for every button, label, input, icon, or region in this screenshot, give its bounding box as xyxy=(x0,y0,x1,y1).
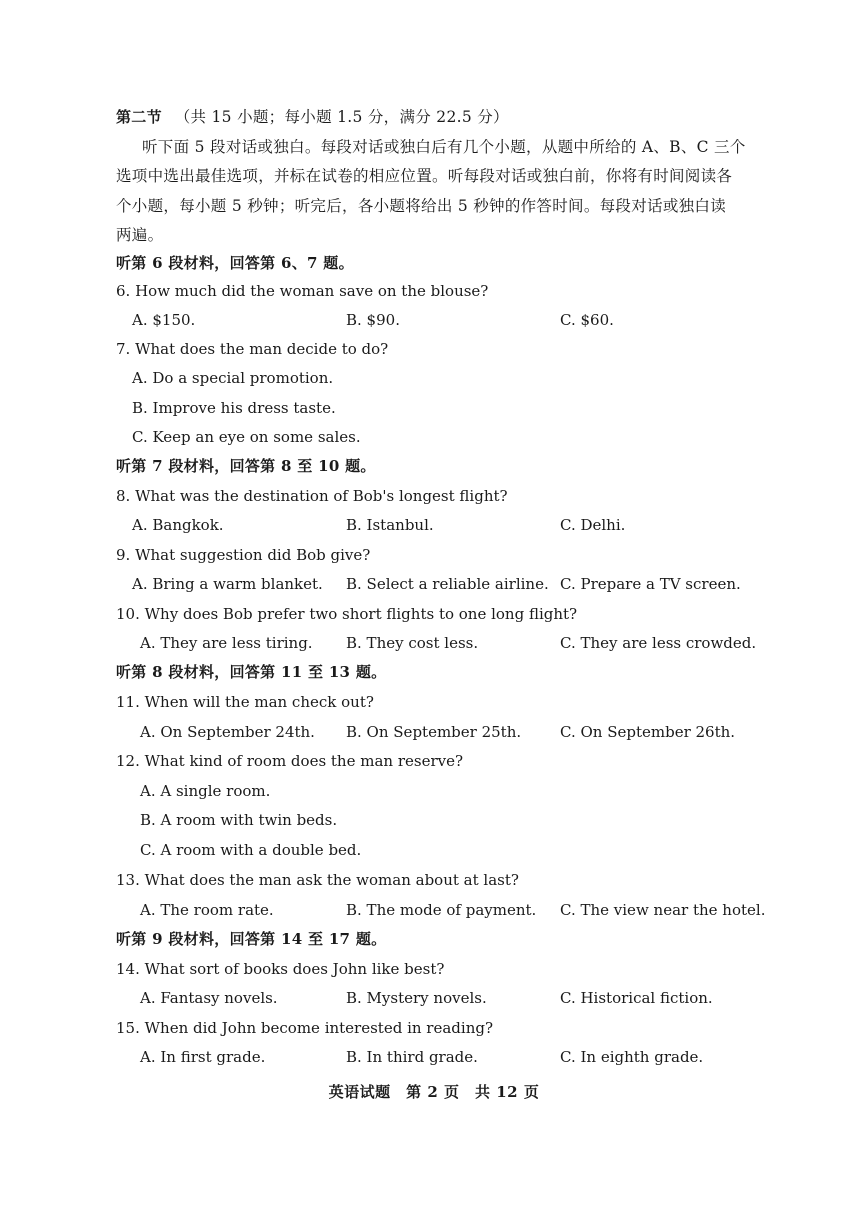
option-c: C. Delhi. xyxy=(560,516,626,534)
question-stem: 10. Why does Bob prefer two short flights to one long flight? xyxy=(116,605,578,623)
question-stem: 13. What does the man ask the woman about at last? xyxy=(116,871,519,889)
option-c: C. Prepare a TV screen. xyxy=(560,575,741,593)
option-b: B. Istanbul. xyxy=(346,516,434,534)
option-b: B. On September 25th. xyxy=(346,723,522,741)
page-footer: 英语试题 第 2 页 共 12 页 xyxy=(328,1083,540,1101)
section-heading: 第二节 xyxy=(116,108,162,126)
option-b: B. In third grade. xyxy=(346,1048,478,1066)
option-c: C. Keep an eye on some sales. xyxy=(132,428,361,446)
question-stem: 8. What was the destination of Bob's longest flight? xyxy=(116,487,508,505)
question-stem: 14. What sort of books does John like best? xyxy=(116,960,445,978)
instructions-line: 听下面 5 段对话或独白。每段对话或独白后有几个小题，从题中所给的 A、B、C 三个 xyxy=(142,138,746,156)
option-a: A. The room rate. xyxy=(140,901,274,919)
option-c: C. Historical fiction. xyxy=(560,989,713,1007)
question-stem: 6. How much did the woman save on the blouse? xyxy=(116,282,489,300)
group-label: 听第 7 段材料，回答第 8 至 10 题。 xyxy=(116,457,376,475)
option-c: C. $60. xyxy=(560,311,614,329)
option-c: C. A room with a double bed. xyxy=(140,841,362,859)
option-c: C. In eighth grade. xyxy=(560,1048,704,1066)
option-c: C. On September 26th. xyxy=(560,723,736,741)
option-a: A. Bangkok. xyxy=(132,516,224,534)
option-b: B. The mode of payment. xyxy=(346,901,537,919)
section-header xyxy=(116,107,509,127)
group-label: 听第 8 段材料，回答第 11 至 13 题。 xyxy=(116,663,387,681)
group-label: 听第 6 段材料，回答第 6、7 题。 xyxy=(116,254,354,272)
option-c: C. They are less crowded. xyxy=(560,634,757,652)
instructions-line: 选项中选出最佳选项，并标在试卷的相应位置。听每段对话或独白前，你将有时间阅读各 xyxy=(116,167,733,185)
option-b: B. Select a reliable airline. xyxy=(346,575,549,593)
option-a: A. In first grade. xyxy=(140,1048,266,1066)
option-a: A. $150. xyxy=(132,311,196,329)
option-a: A. Do a special promotion. xyxy=(132,369,334,387)
option-b: B. A room with twin beds. xyxy=(140,811,338,829)
question-stem: 12. What kind of room does the man reserve? xyxy=(116,752,464,770)
option-a: A. They are less tiring. xyxy=(140,634,313,652)
option-b: B. Improve his dress taste. xyxy=(132,399,336,417)
group-label: 听第 9 段材料，回答第 14 至 17 题。 xyxy=(116,930,387,948)
option-a: A. A single room. xyxy=(140,782,271,800)
question-stem: 9. What suggestion did Bob give? xyxy=(116,546,371,564)
option-a: A. On September 24th. xyxy=(140,723,315,741)
option-a: A. Bring a warm blanket. xyxy=(132,575,323,593)
question-stem: 11. When will the man check out? xyxy=(116,693,374,711)
option-b: B. Mystery novels. xyxy=(346,989,487,1007)
instructions-line: 两遍。 xyxy=(116,226,164,244)
option-c: C. The view near the hotel. xyxy=(560,901,766,919)
option-b: B. $90. xyxy=(346,311,400,329)
option-a: A. Fantasy novels. xyxy=(140,989,278,1007)
question-stem: 15. When did John become interested in reading? xyxy=(116,1019,493,1037)
section-info: （共 15 小题；每小题 1.5 分，满分 22.5 分） xyxy=(174,108,509,126)
option-b: B. They cost less. xyxy=(346,634,479,652)
instructions-line: 个小题，每小题 5 秒钟；听完后，各小题将给出 5 秒钟的作答时间。每段对话或独白读 xyxy=(116,197,727,215)
question-stem: 7. What does the man decide to do? xyxy=(116,340,389,358)
